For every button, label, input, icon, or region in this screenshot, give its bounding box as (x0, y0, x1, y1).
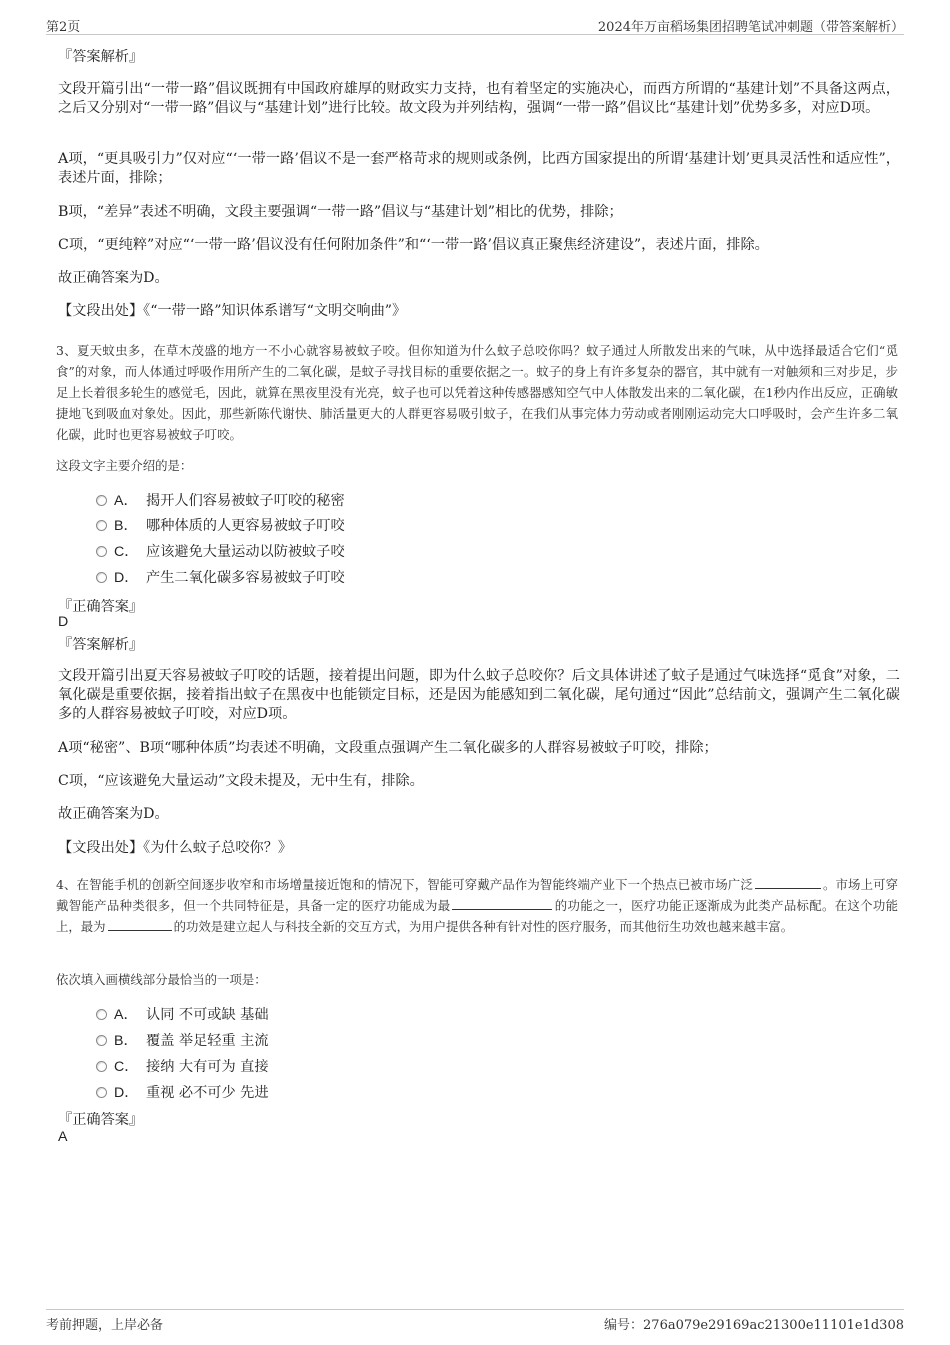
q3-stem: 3、夏天蚊虫多，在草木茂盛的地方一不小心就容易被蚊子咬。但你知道为什么蚊子总咬你吗？蚊子通过人所散发出来的气味，从中选择最适合它们“觅食”的对象，而人体通过呼吸作用所产生的二氧化碳，是蚊子寻找目标的重要依据之一。蚊子的身上有许多复杂的器官，其中就有一对触须和三对步足，步足上长着很多轮生的感觉毛，因此，就算在黑夜里没有光亮，蚊子也可以凭着这种传感器感知空气中人体散发出来的二氧化碳，在1秒内作出反应，正确敏捷地飞到吸血对象处。因此，那些新陈代谢快、肺活量更大的人群更容易吸引蚊子，在我们从事完体力劳动或者刚刚运动完大口呼吸时，会产生许多二氧化碳，此时也更容易被蚊子叮咬。 (56, 343, 898, 442)
radio-icon[interactable] (96, 520, 107, 531)
q4-stem-part-4: 的功效是建立起人与科技全新的交互方式，为用户提供各种有针对性的医疗服务，而其他衍生功效也越来越丰富。 (173, 919, 794, 934)
radio-icon[interactable] (96, 1087, 107, 1098)
q2-analysis-option-c: C项，“更纯粹”对应“‘一带一路’倡议没有任何附加条件”和“‘一带一路’倡议真正聚焦经济建设”，表述片面，排除。 (58, 237, 769, 253)
radio-icon[interactable] (96, 1061, 107, 1072)
q3-answer: D (58, 614, 69, 630)
option-text: 哪种体质的人更容易被蚊子叮咬 (146, 518, 345, 534)
radio-icon[interactable] (96, 1009, 107, 1020)
option-letter: B． (114, 518, 138, 534)
q3-analysis-paragraph: 文段开篇引出夏天容易被蚊子叮咬的话题，接着提出问题，即为什么蚊子总咬你？后文具体讲述了蚊子是通过气味选择“觅食”对象，二氧化碳是重要依据，接着指出蚊子在黑夜中也能锁定目标，还是因为能感知到二氧化碳，尾句通过“因此”总结前文，强调产生二氧化碳多的人群容易被蚊子叮咬，对应D项。 (58, 668, 900, 722)
q4-answer-title: 『正确答案』 (58, 1112, 144, 1128)
page-footer (46, 1309, 904, 1332)
option-letter: C． (114, 544, 139, 560)
q2-analysis-option-b: B项，“差异”表述不明确，文段主要强调“一带一路”倡议与“基建计划”相比的优势，排除； (58, 204, 623, 220)
q3-conclusion: 故正确答案为D。 (58, 806, 169, 822)
q2-analysis-paragraph: 文段开篇引出“一带一路”倡议既拥有中国政府雄厚的财政实力支持，也有着坚定的实施决心，而西方所谓的“基建计划”不具备这两点，之后又分别对“一带一路”倡议与“基建计划”进行比较。故文段为并列结构，强调“一带一路”倡议比“基建计划”优势多多，对应D项。 (58, 81, 900, 116)
option-text: 产生二氧化碳多容易被蚊子叮咬 (146, 570, 345, 586)
option-text: 揭开人们容易被蚊子叮咬的秘密 (146, 493, 345, 509)
radio-icon[interactable] (96, 572, 107, 583)
q4-stem (56, 874, 898, 937)
option-letter: B． (114, 1033, 138, 1049)
option-text: 接纳 大有可为 直接 (146, 1059, 269, 1075)
q4-answer: A (58, 1129, 68, 1145)
option-text: 覆盖 举足轻重 主流 (146, 1033, 269, 1049)
q3-analysis-option-c: C项，“应该避免大量运动”文段未提及，无中生有，排除。 (58, 773, 424, 789)
q3-question: 这段文字主要介绍的是： (56, 458, 193, 473)
option-text: 应该避免大量运动以防被蚊子咬 (146, 544, 345, 560)
q4-question: 依次填入画横线部分最恰当的一项是： (56, 972, 267, 987)
footer-slogan: 考前押题，上岸必备 (46, 1318, 164, 1333)
page-number: 第2页 (46, 20, 81, 35)
q2-conclusion: 故正确答案为D。 (58, 270, 169, 286)
radio-icon[interactable] (96, 546, 107, 557)
fill-blank-3 (108, 918, 172, 931)
option-letter: D． (114, 1085, 139, 1101)
q4-stem-part-3: 的功能之一，医疗功能正逐渐成为此类产品标配。在这个功能上，最为 (56, 898, 899, 934)
option-letter: A． (114, 493, 138, 509)
document-serial-number: 编号：276a079e29169ac21300e11101e1d308 (604, 1318, 904, 1333)
q3-answer-title: 『正确答案』 (58, 599, 144, 615)
q2-source: 【文段出处】《“一带一路”知识体系谱写“文明交响曲”》 (58, 303, 407, 319)
q4-stem-part-1: 4、在智能手机的创新空间逐步收窄和市场增量接近饱和的情况下，智能可穿戴产品作为智能终端产业下一个热点已被市场广泛 (56, 877, 753, 892)
option-text: 重视 必不可少 先进 (146, 1085, 269, 1101)
q3-source: 【文段出处】《为什么蚊子总咬你？》 (58, 840, 293, 856)
q2-analysis-option-a: A项，“更具吸引力”仅对应“‘一带一路’倡议不是一套严格苛求的规则或条例，比西方国家提出的所谓‘基建计划’更具灵活性和适应性”，表述片面，排除； (58, 151, 900, 186)
q3-analysis-option-ab: A项“秘密”、B项“哪种体质”均表述不明确，文段重点强调产生二氧化碳多的人群容易被蚊子叮咬，排除； (58, 740, 718, 756)
q3-analysis-title: 『答案解析』 (58, 637, 144, 653)
option-text: 认同 不可或缺 基础 (146, 1007, 269, 1023)
radio-icon[interactable] (96, 495, 107, 506)
option-letter: D． (114, 570, 139, 586)
q2-analysis-title: 『答案解析』 (58, 49, 144, 65)
page-header (46, 14, 904, 35)
fill-blank-1 (755, 876, 821, 889)
option-letter: A． (114, 1007, 138, 1023)
option-letter: C． (114, 1059, 139, 1075)
fill-blank-2 (452, 897, 552, 910)
q4-stem-part-2: 。市场上可穿戴智能产品种类很多，但一个共同特征是，具备一定的医疗功能成为最 (56, 877, 899, 913)
radio-icon[interactable] (96, 1035, 107, 1046)
document-title: 2024年万亩稻场集团招聘笔试冲刺题（带答案解析） (597, 20, 904, 35)
